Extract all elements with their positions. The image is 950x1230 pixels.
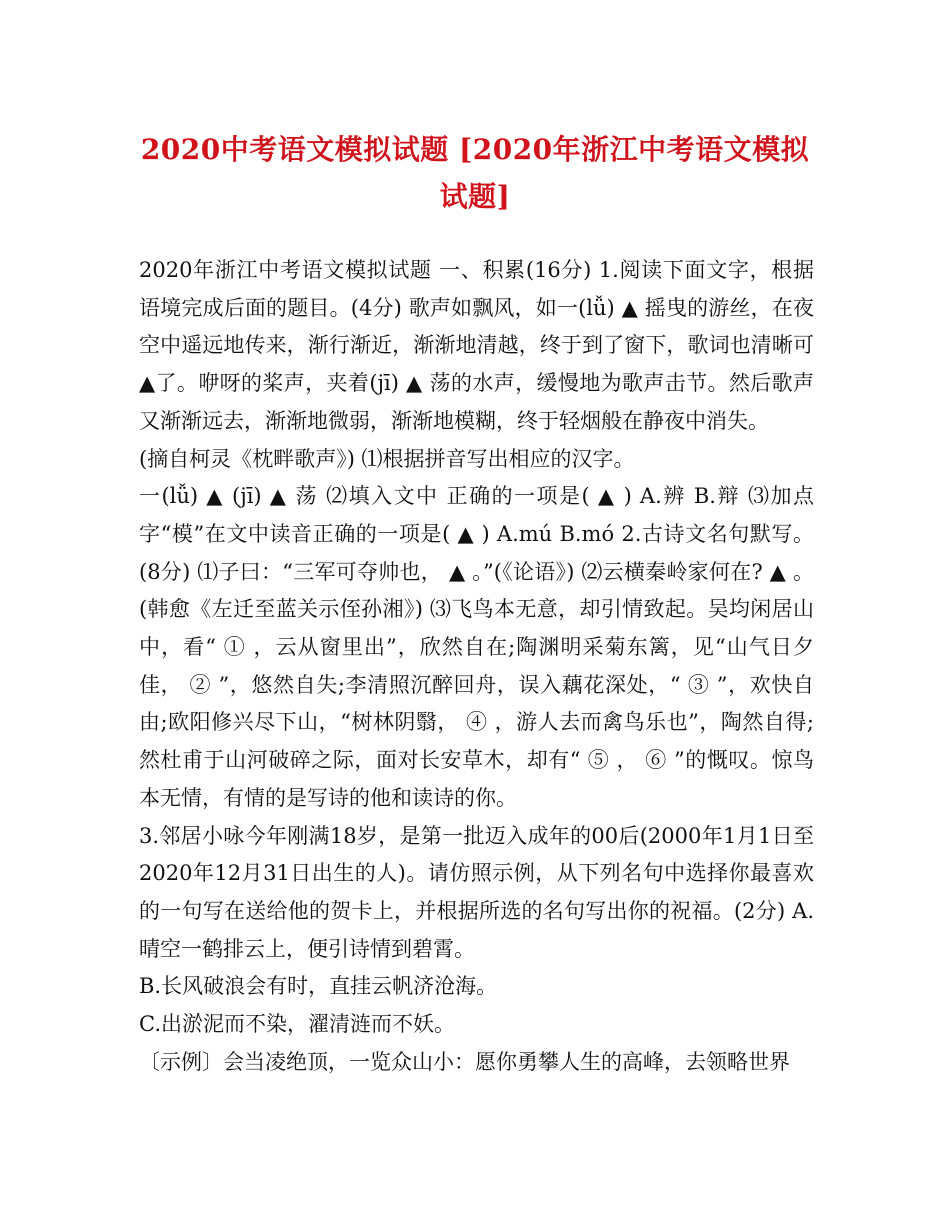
paragraph-questions-1-2: 一(lǚ) ▲ (jī) ▲ 荡 ⑵填入文中 正确的一项是( ▲ ) A.辨 B.辩 ⑶加点字“模”在文中读音正确的一项是( ▲ ) A.mú B.mó 2.古诗文名句默写。(8分) ⑴子曰：“三军可夺帅也， ▲ 。”(《论语》) ⑵云横秦岭家何在? ▲ 。(韩愈《左迁至蓝关示侄孙湘》) ⑶飞鸟本无意，却引情致起。吴均闲居山中，看“ ① ，云从窗里出”，欣然自在;陶渊明采菊东篱，见“山气日夕佳， ② ”，悠然自失;李清照沉醉回舟，误入藕花深处，“ ③ ”，欢快自由;欧阳修兴尽下山，“树林阴翳， ④ ，游人去而禽鸟乐也”，陶然自得;然杜甫于山河破碎之际，面对长安草木，却有“ ⑤ ， ⑥ ”的慨叹。惊鸟本无情，有情的是写诗的他和读诗的你。 (139, 484, 814, 810)
paragraph-option-c: C.出淤泥而不染，濯清涟而不妖。 (139, 1012, 455, 1037)
document-title: 2020中考语文模拟试题 [2020年浙江中考语文模拟试题] (140, 133, 810, 213)
paragraph-source-citation: (摘自柯灵《枕畔歌声》) ⑴根据拼音写出相应的汉字。 (139, 446, 635, 471)
paragraph-example: 〔示例〕会当凌绝顶，一览众山小：愿你勇攀人生的高峰，去领略世界 (139, 1049, 790, 1074)
paragraph-question-3: 3.邻居小咏今年刚满18岁，是第一批迈入成年的00后(2000年1月1日至2020年12月31日出生的人)。请仿照示例，从下列名句中选择你最喜欢的一句写在送给他的贺卡上，并根据所选的名句写出你的祝福。(2分) A.晴空一鹤排云上，便引诗情到碧霄。 (139, 823, 814, 961)
document-body (139, 252, 814, 1081)
paragraph-intro-question-1: 2020年浙江中考语文模拟试题 一、积累(16分) 1.阅读下面文字，根据语境完成后面的题目。(4分) 歌声如飘风，如一(lǚ) ▲ 摇曳的游丝，在夜空中遥远地传来，渐行渐近，渐渐地清越，终于到了窗下，歌词也清晰可▲了。咿呀的桨声，夹着(jī) ▲ 荡的水声，缓慢地为歌声击节。然后歌声又渐渐远去，渐渐地微弱，渐渐地模糊，终于轻烟般在静夜中消失。 (139, 258, 814, 433)
paragraph-option-b: B.长风破浪会有时，直挂云帆济沧海。 (139, 974, 498, 999)
